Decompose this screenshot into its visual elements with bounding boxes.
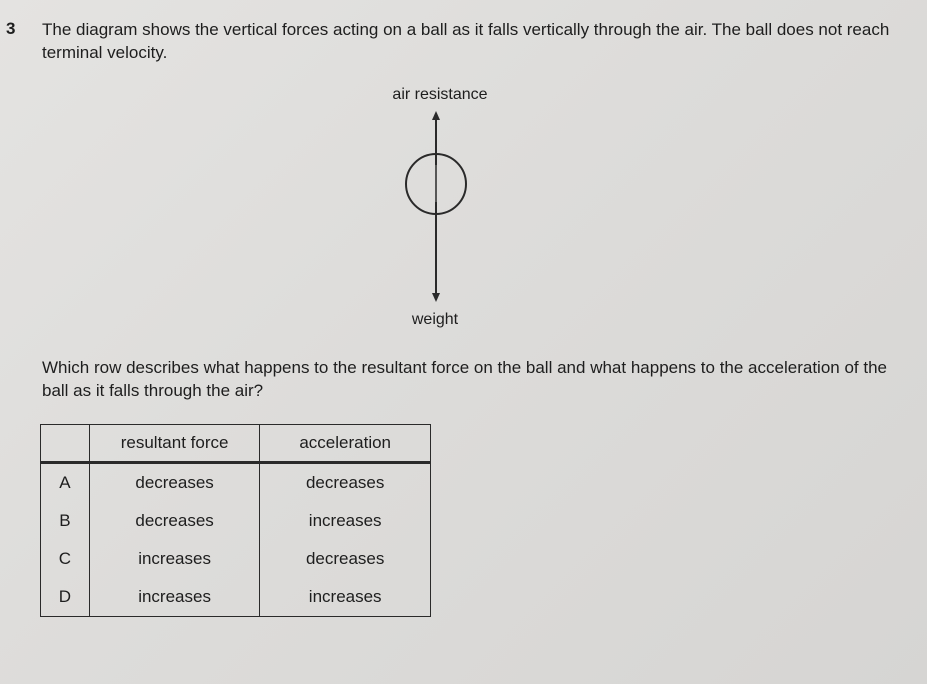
resultant-force-cell: increases [89,540,260,578]
option-key: B [41,502,90,540]
option-row-c[interactable] [41,540,431,578]
options-table [40,424,431,617]
question-prompt: Which row describes what happens to the resultant force on the ball and what happens to the acceleration of the ball as it falls through the air? [42,358,887,400]
question-number: 3 [6,19,16,38]
header-key [41,425,90,463]
resultant-force-cell: increases [89,578,260,617]
option-row-b[interactable] [41,502,431,540]
question-stem: The diagram shows the vertical forces acting on a ball as it falls vertically through the air. The ball does not reach terminal velocity. [42,20,890,62]
option-key: C [41,540,90,578]
weight-arrowhead [432,293,440,302]
header-resultant-force: resultant force [89,425,260,463]
acceleration-cell: decreases [260,463,431,503]
force-diagram [330,80,550,340]
air-resistance-label: air resistance [392,86,488,103]
option-row-d[interactable] [41,578,431,617]
table-header-row [41,425,431,463]
acceleration-cell: decreases [260,540,431,578]
option-key: A [41,463,90,503]
weight-label: weight [411,311,459,328]
option-key: D [41,578,90,617]
acceleration-cell: increases [260,502,431,540]
resultant-force-cell: decreases [89,463,260,503]
air-resistance-arrowhead [432,111,440,120]
resultant-force-cell: decreases [89,502,260,540]
acceleration-cell: increases [260,578,431,617]
force-diagram-graphic [330,80,550,340]
option-row-a[interactable] [41,463,431,503]
header-acceleration: acceleration [260,425,431,463]
